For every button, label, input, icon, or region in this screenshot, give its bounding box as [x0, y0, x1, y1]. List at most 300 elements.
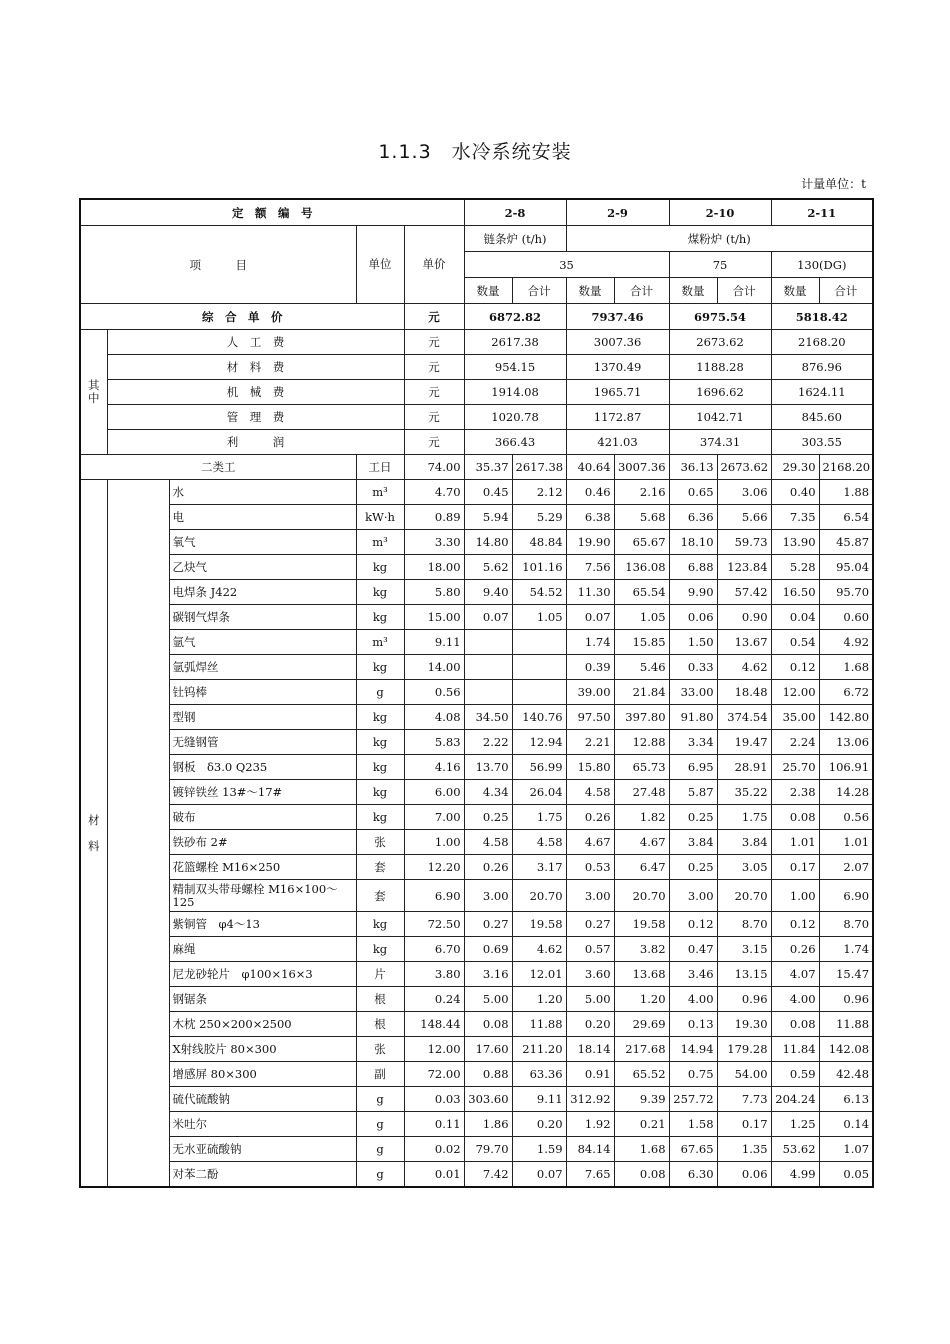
breakdown-unit: 元 — [404, 405, 464, 430]
material-price: 9.11 — [404, 630, 464, 655]
breakdown-value: 1172.87 — [566, 405, 669, 430]
material-unit: kg — [356, 780, 404, 805]
material-cell: 1.75 — [717, 805, 771, 830]
code-cell: 2-11 — [771, 199, 873, 226]
material-row — [80, 755, 873, 780]
material-cell: 0.69 — [464, 937, 512, 962]
material-price: 0.11 — [404, 1112, 464, 1137]
material-price: 12.00 — [404, 1037, 464, 1062]
material-cell: 0.65 — [669, 480, 717, 505]
material-cell: 14.28 — [819, 780, 873, 805]
labor-cell: 3007.36 — [614, 455, 669, 480]
material-price: 72.50 — [404, 912, 464, 937]
material-cell: 19.47 — [717, 730, 771, 755]
material-row — [80, 1012, 873, 1037]
material-price: 148.44 — [404, 1012, 464, 1037]
material-name: 硫代硫酸钠 — [169, 1087, 356, 1112]
material-cell: 9.90 — [669, 580, 717, 605]
material-price: 15.00 — [404, 605, 464, 630]
material-cell: 1.75 — [512, 805, 566, 830]
material-cell: 0.25 — [464, 805, 512, 830]
material-cell: 3.00 — [464, 880, 512, 912]
material-cell: 14.94 — [669, 1037, 717, 1062]
material-cell: 101.16 — [512, 555, 566, 580]
material-cell: 79.70 — [464, 1137, 512, 1162]
labor-cell: 2168.20 — [819, 455, 873, 480]
material-cell: 1.01 — [771, 830, 819, 855]
material-cell: 12.88 — [614, 730, 669, 755]
material-cell: 45.87 — [819, 530, 873, 555]
unit-note: 计量单位：t — [801, 177, 866, 191]
labor-cell: 40.64 — [566, 455, 614, 480]
material-row — [80, 855, 873, 880]
material-cell: 204.24 — [771, 1087, 819, 1112]
total-label: 合计 — [512, 278, 566, 304]
breakdown-value: 1965.71 — [566, 380, 669, 405]
material-cell: 5.46 — [614, 655, 669, 680]
materials-spacer — [107, 480, 169, 1188]
pulverized-boiler-label: 煤粉炉 (t/h) — [566, 226, 873, 252]
breakdown-value: 1370.49 — [566, 355, 669, 380]
material-cell: 0.17 — [717, 1112, 771, 1137]
breakdown-unit: 元 — [404, 430, 464, 455]
material-cell: 39.00 — [566, 680, 614, 705]
material-cell: 123.84 — [717, 555, 771, 580]
material-cell: 3.15 — [717, 937, 771, 962]
breakdown-row — [80, 430, 873, 455]
material-name: 花篮螺栓 M16×250 — [169, 855, 356, 880]
material-name: 钍钨棒 — [169, 680, 356, 705]
breakdown-value: 845.60 — [771, 405, 873, 430]
material-cell: 3.00 — [566, 880, 614, 912]
material-row — [80, 1087, 873, 1112]
material-cell: 35.22 — [717, 780, 771, 805]
material-name: 铁砂布 2# — [169, 830, 356, 855]
material-price: 5.83 — [404, 730, 464, 755]
material-cell: 65.52 — [614, 1062, 669, 1087]
material-cell: 33.00 — [669, 680, 717, 705]
material-name: 无水亚硫酸钠 — [169, 1137, 356, 1162]
material-row — [80, 880, 873, 912]
material-cell: 2.21 — [566, 730, 614, 755]
breakdown-label: 管 理 费 — [107, 405, 404, 430]
quota-table — [79, 198, 874, 1188]
material-cell: 217.68 — [614, 1037, 669, 1062]
material-cell: 1.88 — [819, 480, 873, 505]
material-cell — [464, 680, 512, 705]
material-cell: 6.88 — [669, 555, 717, 580]
material-row — [80, 705, 873, 730]
material-cell: 5.68 — [614, 505, 669, 530]
breakdown-unit: 元 — [404, 330, 464, 355]
material-cell: 11.30 — [566, 580, 614, 605]
material-cell: 35.00 — [771, 705, 819, 730]
material-row — [80, 605, 873, 630]
material-cell: 4.99 — [771, 1162, 819, 1188]
material-cell: 0.53 — [566, 855, 614, 880]
breakdown-value: 876.96 — [771, 355, 873, 380]
material-cell: 42.48 — [819, 1062, 873, 1087]
material-name: 紫铜管 φ4～13 — [169, 912, 356, 937]
material-row — [80, 1162, 873, 1188]
summary-label: 综 合 单 价 — [80, 304, 404, 330]
material-row — [80, 937, 873, 962]
material-price: 0.02 — [404, 1137, 464, 1162]
material-cell: 8.70 — [717, 912, 771, 937]
material-cell: 0.07 — [566, 605, 614, 630]
material-cell: 0.04 — [771, 605, 819, 630]
material-cell: 5.94 — [464, 505, 512, 530]
material-name: 钢锯条 — [169, 987, 356, 1012]
material-name: 无缝钢管 — [169, 730, 356, 755]
code-label: 定 额 编 号 — [80, 199, 464, 226]
material-cell: 1.35 — [717, 1137, 771, 1162]
material-unit: kW·h — [356, 505, 404, 530]
material-row — [80, 655, 873, 680]
material-unit: g — [356, 1087, 404, 1112]
breakdown-unit: 元 — [404, 380, 464, 405]
material-cell: 11.88 — [512, 1012, 566, 1037]
material-cell: 53.62 — [771, 1137, 819, 1162]
material-price: 0.24 — [404, 987, 464, 1012]
material-cell: 1.20 — [512, 987, 566, 1012]
labor-unit: 工日 — [356, 455, 404, 480]
material-cell: 106.91 — [819, 755, 873, 780]
material-cell: 3.82 — [614, 937, 669, 962]
material-name: 尼龙砂轮片 φ100×16×3 — [169, 962, 356, 987]
material-cell: 26.04 — [512, 780, 566, 805]
capacity-cell: 130(DG) — [771, 252, 873, 278]
material-price: 0.01 — [404, 1162, 464, 1188]
material-cell: 0.14 — [819, 1112, 873, 1137]
material-name: 钢板 δ3.0 Q235 — [169, 755, 356, 780]
breakdown-value: 1042.71 — [669, 405, 771, 430]
material-cell: 1.74 — [566, 630, 614, 655]
material-cell: 0.12 — [669, 912, 717, 937]
material-cell: 136.08 — [614, 555, 669, 580]
breakdown-value: 2168.20 — [771, 330, 873, 355]
total-label: 合计 — [614, 278, 669, 304]
material-cell: 11.84 — [771, 1037, 819, 1062]
material-unit: 张 — [356, 1037, 404, 1062]
breakdown-label: 材 料 费 — [107, 355, 404, 380]
material-cell: 9.40 — [464, 580, 512, 605]
material-name: 米吐尔 — [169, 1112, 356, 1137]
material-cell: 7.73 — [717, 1087, 771, 1112]
breakdown-row — [80, 380, 873, 405]
material-cell: 5.00 — [566, 987, 614, 1012]
material-cell: 34.50 — [464, 705, 512, 730]
material-cell: 3.00 — [669, 880, 717, 912]
material-price: 72.00 — [404, 1062, 464, 1087]
material-cell: 0.27 — [566, 912, 614, 937]
material-price: 5.80 — [404, 580, 464, 605]
material-cell: 0.08 — [464, 1012, 512, 1037]
material-row — [80, 830, 873, 855]
material-cell: 0.57 — [566, 937, 614, 962]
material-cell: 9.39 — [614, 1087, 669, 1112]
material-cell: 0.27 — [464, 912, 512, 937]
material-cell: 0.17 — [771, 855, 819, 880]
total-label: 合计 — [819, 278, 873, 304]
material-cell: 0.25 — [669, 855, 717, 880]
material-cell: 0.26 — [566, 805, 614, 830]
material-cell: 0.26 — [771, 937, 819, 962]
material-cell: 0.07 — [512, 1162, 566, 1188]
chain-boiler-label: 链条炉 (t/h) — [464, 226, 566, 252]
material-unit: 片 — [356, 962, 404, 987]
material-cell: 3.34 — [669, 730, 717, 755]
material-row — [80, 530, 873, 555]
material-name: 破布 — [169, 805, 356, 830]
material-cell: 15.47 — [819, 962, 873, 987]
material-unit: 套 — [356, 880, 404, 912]
material-cell: 4.62 — [717, 655, 771, 680]
material-price: 0.03 — [404, 1087, 464, 1112]
material-price: 18.00 — [404, 555, 464, 580]
material-unit: kg — [356, 730, 404, 755]
material-price: 7.00 — [404, 805, 464, 830]
material-price: 14.00 — [404, 655, 464, 680]
material-cell: 27.48 — [614, 780, 669, 805]
material-cell: 397.80 — [614, 705, 669, 730]
material-cell: 1.59 — [512, 1137, 566, 1162]
material-cell: 142.80 — [819, 705, 873, 730]
material-cell: 0.06 — [717, 1162, 771, 1188]
material-unit: kg — [356, 755, 404, 780]
material-cell: 5.29 — [512, 505, 566, 530]
material-row — [80, 912, 873, 937]
material-cell: 20.70 — [614, 880, 669, 912]
summary-value: 5818.42 — [771, 304, 873, 330]
material-unit: 根 — [356, 1012, 404, 1037]
material-cell: 0.07 — [464, 605, 512, 630]
material-name: 氩气 — [169, 630, 356, 655]
material-cell: 1.20 — [614, 987, 669, 1012]
material-price: 6.90 — [404, 880, 464, 912]
material-unit: g — [356, 1112, 404, 1137]
material-cell: 0.40 — [771, 480, 819, 505]
material-cell: 59.73 — [717, 530, 771, 555]
material-cell: 13.90 — [771, 530, 819, 555]
material-row — [80, 505, 873, 530]
material-cell: 0.26 — [464, 855, 512, 880]
material-cell — [464, 655, 512, 680]
material-cell: 6.38 — [566, 505, 614, 530]
material-row — [80, 580, 873, 605]
material-cell: 5.87 — [669, 780, 717, 805]
material-cell: 6.95 — [669, 755, 717, 780]
qty-label: 数量 — [669, 278, 717, 304]
material-cell: 6.36 — [669, 505, 717, 530]
material-cell: 12.01 — [512, 962, 566, 987]
material-cell: 0.21 — [614, 1112, 669, 1137]
material-cell: 0.06 — [669, 605, 717, 630]
material-cell: 11.88 — [819, 1012, 873, 1037]
material-row — [80, 780, 873, 805]
material-cell: 312.92 — [566, 1087, 614, 1112]
material-cell: 7.56 — [566, 555, 614, 580]
material-cell: 4.92 — [819, 630, 873, 655]
material-row — [80, 555, 873, 580]
material-cell: 4.67 — [566, 830, 614, 855]
material-cell — [464, 630, 512, 655]
breakdown-value: 1624.11 — [771, 380, 873, 405]
material-cell: 20.70 — [717, 880, 771, 912]
material-cell: 9.11 — [512, 1087, 566, 1112]
material-cell: 12.00 — [771, 680, 819, 705]
material-price: 1.00 — [404, 830, 464, 855]
material-cell: 0.54 — [771, 630, 819, 655]
material-price: 4.16 — [404, 755, 464, 780]
price-label: 单价 — [404, 226, 464, 304]
material-cell: 4.07 — [771, 962, 819, 987]
material-cell: 18.10 — [669, 530, 717, 555]
material-cell: 0.91 — [566, 1062, 614, 1087]
material-name: 氩弧焊丝 — [169, 655, 356, 680]
material-cell: 19.30 — [717, 1012, 771, 1037]
material-name: 氧气 — [169, 530, 356, 555]
material-cell: 4.00 — [669, 987, 717, 1012]
material-cell: 1.01 — [819, 830, 873, 855]
labor-cell: 2617.38 — [512, 455, 566, 480]
material-cell: 4.00 — [771, 987, 819, 1012]
material-cell: 0.56 — [819, 805, 873, 830]
material-cell: 13.67 — [717, 630, 771, 655]
material-cell: 13.15 — [717, 962, 771, 987]
material-cell: 7.42 — [464, 1162, 512, 1188]
breakdown-value: 1188.28 — [669, 355, 771, 380]
material-cell: 13.70 — [464, 755, 512, 780]
material-cell: 0.12 — [771, 655, 819, 680]
material-cell: 5.28 — [771, 555, 819, 580]
material-cell: 6.13 — [819, 1087, 873, 1112]
labor-name: 二类工 — [80, 455, 356, 480]
material-cell: 0.96 — [819, 987, 873, 1012]
material-cell: 179.28 — [717, 1037, 771, 1062]
material-cell: 84.14 — [566, 1137, 614, 1162]
material-cell: 6.90 — [819, 880, 873, 912]
material-name: 增感屏 80×300 — [169, 1062, 356, 1087]
material-cell: 1.86 — [464, 1112, 512, 1137]
material-name: 水 — [169, 480, 356, 505]
material-price: 0.56 — [404, 680, 464, 705]
material-cell: 14.80 — [464, 530, 512, 555]
material-cell: 5.00 — [464, 987, 512, 1012]
material-unit: g — [356, 1162, 404, 1188]
material-cell: 257.72 — [669, 1087, 717, 1112]
materials-label: 材料 — [80, 480, 107, 1188]
material-name: 麻绳 — [169, 937, 356, 962]
material-row — [80, 1037, 873, 1062]
material-cell: 48.84 — [512, 530, 566, 555]
material-cell: 18.14 — [566, 1037, 614, 1062]
material-cell: 1.25 — [771, 1112, 819, 1137]
material-unit: kg — [356, 580, 404, 605]
breakdown-value: 2673.62 — [669, 330, 771, 355]
material-cell: 0.12 — [771, 912, 819, 937]
material-cell: 19.90 — [566, 530, 614, 555]
material-cell: 1.82 — [614, 805, 669, 830]
material-cell: 1.05 — [614, 605, 669, 630]
page-title: 1.1.3 水冷系统安装 — [378, 141, 572, 163]
material-cell: 95.04 — [819, 555, 873, 580]
of-which-label: 其中 — [80, 330, 107, 455]
material-cell: 2.12 — [512, 480, 566, 505]
material-cell: 29.69 — [614, 1012, 669, 1037]
material-name: 电 — [169, 505, 356, 530]
material-cell: 1.07 — [819, 1137, 873, 1162]
breakdown-row — [80, 405, 873, 430]
material-cell: 3.84 — [669, 830, 717, 855]
item-label: 项 目 — [80, 226, 356, 304]
material-cell: 65.54 — [614, 580, 669, 605]
material-cell: 0.20 — [512, 1112, 566, 1137]
material-cell: 2.24 — [771, 730, 819, 755]
material-cell: 0.20 — [566, 1012, 614, 1037]
unit-label: 单位 — [356, 226, 404, 304]
material-cell: 28.91 — [717, 755, 771, 780]
material-cell: 0.39 — [566, 655, 614, 680]
material-cell: 0.46 — [566, 480, 614, 505]
labor-cell: 2673.62 — [717, 455, 771, 480]
material-price: 4.08 — [404, 705, 464, 730]
material-cell: 6.47 — [614, 855, 669, 880]
material-price: 0.89 — [404, 505, 464, 530]
material-cell: 19.58 — [512, 912, 566, 937]
breakdown-value: 421.03 — [566, 430, 669, 455]
material-unit: kg — [356, 705, 404, 730]
capacity-cell: 75 — [669, 252, 771, 278]
material-cell: 303.60 — [464, 1087, 512, 1112]
material-name: 镀锌铁丝 13#～17# — [169, 780, 356, 805]
code-cell: 2-8 — [464, 199, 566, 226]
material-unit: kg — [356, 555, 404, 580]
breakdown-value: 2617.38 — [464, 330, 566, 355]
material-row — [80, 1137, 873, 1162]
material-cell: 7.65 — [566, 1162, 614, 1188]
material-cell: 3.05 — [717, 855, 771, 880]
material-cell — [512, 680, 566, 705]
material-cell: 1.74 — [819, 937, 873, 962]
material-cell: 3.46 — [669, 962, 717, 987]
material-cell: 0.90 — [717, 605, 771, 630]
material-unit: m³ — [356, 530, 404, 555]
material-cell: 21.84 — [614, 680, 669, 705]
labor-cell: 29.30 — [771, 455, 819, 480]
material-cell: 25.70 — [771, 755, 819, 780]
material-cell: 4.58 — [566, 780, 614, 805]
material-cell: 3.84 — [717, 830, 771, 855]
material-row — [80, 987, 873, 1012]
material-cell: 140.76 — [512, 705, 566, 730]
material-cell: 4.34 — [464, 780, 512, 805]
material-cell: 1.68 — [819, 655, 873, 680]
material-cell: 2.22 — [464, 730, 512, 755]
material-cell: 54.00 — [717, 1062, 771, 1087]
material-cell: 0.45 — [464, 480, 512, 505]
material-row — [80, 630, 873, 655]
material-cell: 8.70 — [819, 912, 873, 937]
material-cell: 67.65 — [669, 1137, 717, 1162]
material-cell: 4.58 — [512, 830, 566, 855]
material-cell: 15.85 — [614, 630, 669, 655]
material-cell: 2.16 — [614, 480, 669, 505]
material-cell: 57.42 — [717, 580, 771, 605]
material-cell: 13.06 — [819, 730, 873, 755]
material-cell: 16.50 — [771, 580, 819, 605]
labor-row — [80, 455, 873, 480]
